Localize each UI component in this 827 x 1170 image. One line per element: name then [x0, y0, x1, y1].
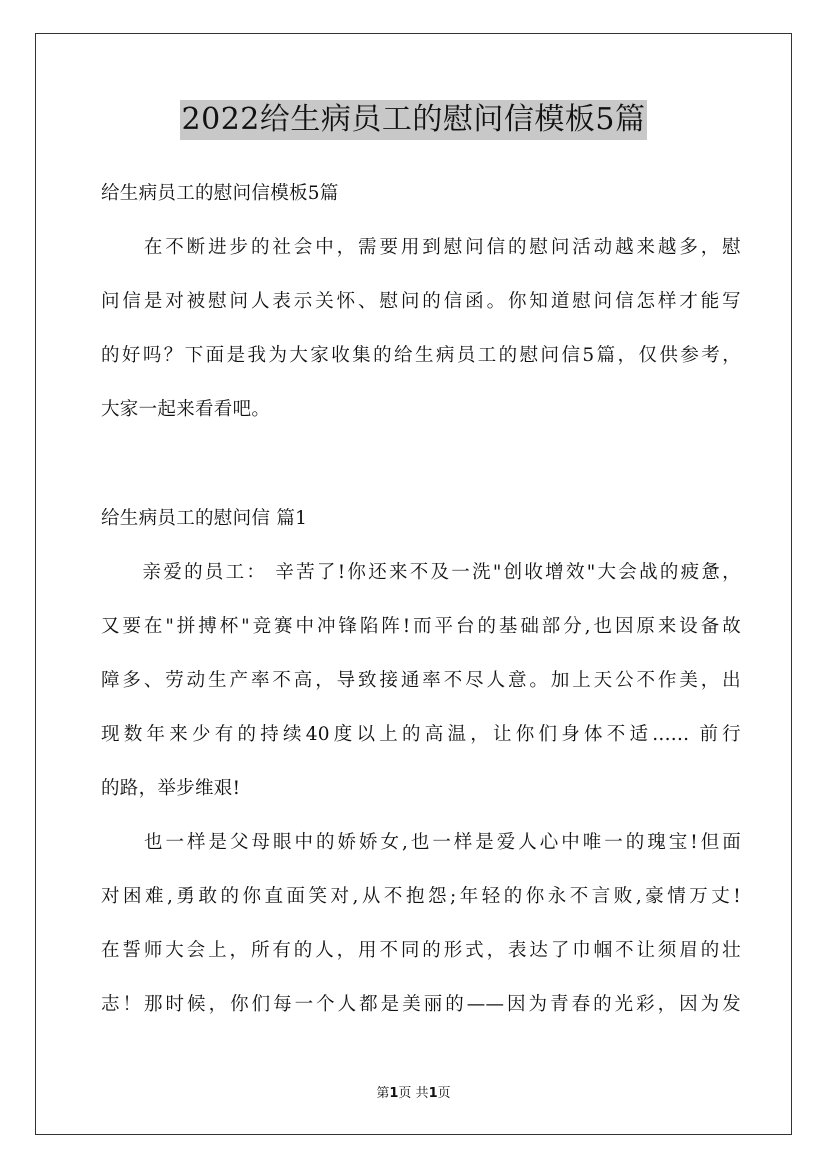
paragraph-line: 的路，举步维艰!: [101, 778, 241, 799]
section-heading: 给生病员工的慰问信 篇1: [101, 508, 308, 529]
page-footer: [0, 1082, 827, 1101]
footer-page-number: 1: [389, 1086, 399, 1101]
paragraph-line: 障多、劳动生产率不高，导致接通率不尽人意。加上天公不作美，出: [101, 670, 741, 691]
paragraph-line: 亲爱的员工： 辛苦了!你还来不及一洗"创收增效"大会战的疲惫，: [101, 562, 741, 583]
paragraph-line: 志！那时候，你们每一个人都是美丽的——因为青春的光彩，因为发: [101, 994, 741, 1015]
paragraph-line: 现数年来少有的持续40度以上的高温，让你们身体不适...... 前行: [101, 724, 741, 745]
paragraph-line: 在誓师大会上，所有的人，用不同的形式，表达了巾帼不让须眉的壮: [101, 940, 741, 961]
paragraph-line: 在不断进步的社会中，需要用到慰问信的慰问活动越来越多，慰: [101, 237, 741, 258]
paragraph-line: 又要在"拼搏杯"竞赛中冲锋陷阵!而平台的基础部分,也因原来设备故: [101, 616, 741, 637]
paragraph-line: 大家一起来看看吧。: [101, 399, 271, 420]
paragraph-line: 问信是对被慰问人表示关怀、慰问的信函。你知道慰问信怎样才能写: [101, 291, 741, 312]
footer-mid: 页 共: [398, 1086, 429, 1101]
paragraph-line: 的好吗？下面是我为大家收集的给生病员工的慰问信5篇，仅供参考，: [101, 345, 741, 366]
document-title: 2022给生病员工的慰问信模板5篇: [180, 100, 648, 140]
paragraph-line: 也一样是父母眼中的娇娇女,也一样是爱人心中唯一的瑰宝!但面: [101, 832, 741, 853]
footer-total-pages: 1: [428, 1086, 438, 1101]
title-container: [0, 100, 827, 140]
footer-suffix: 页: [437, 1086, 451, 1101]
footer-prefix: 第: [376, 1086, 390, 1101]
paragraph-line: 对困难,勇敢的你直面笑对,从不抱怨;年轻的你永不言败,豪情万丈!: [101, 886, 741, 907]
subtitle-line: 给生病员工的慰问信模板5篇: [101, 183, 339, 204]
